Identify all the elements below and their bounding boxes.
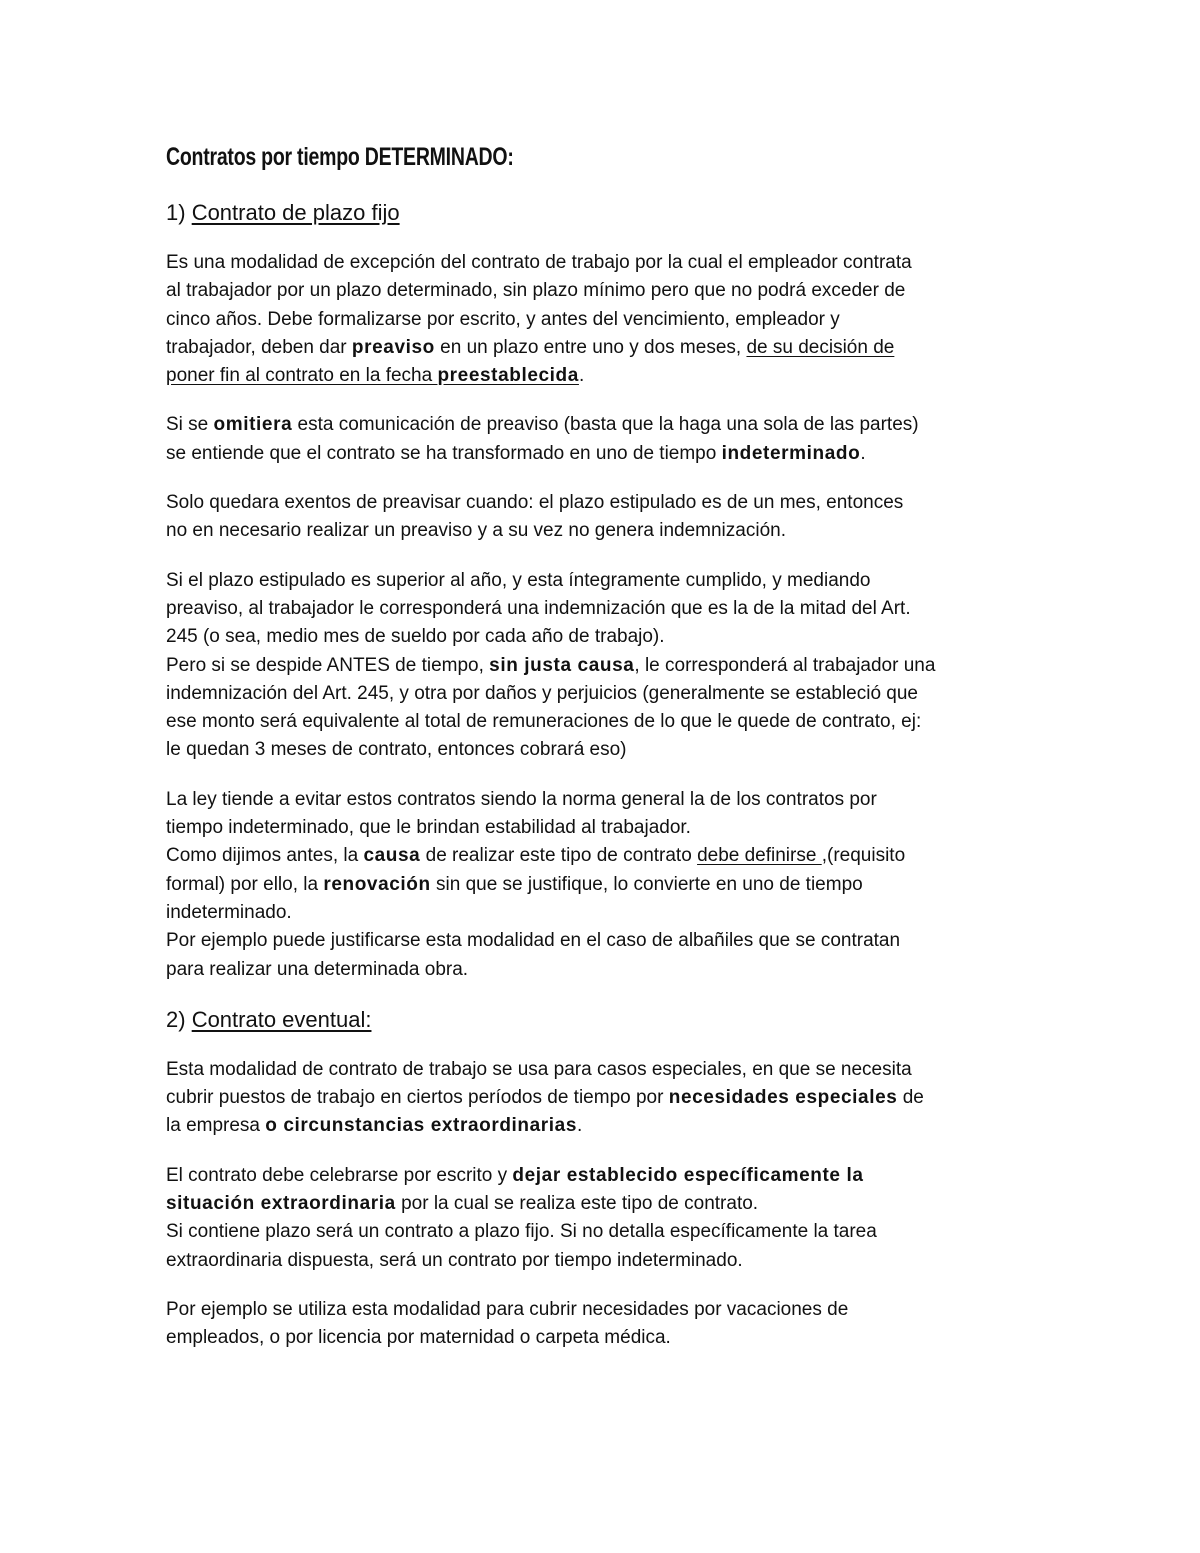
bold-text: necesidades especiales [668,1087,898,1109]
section-heading-eventual [166,1005,1066,1035]
text-line [166,1056,1066,1084]
text-line [166,334,1066,362]
text-line [166,362,1066,390]
text-line [166,277,1066,305]
text-run: tiempo indeterminado, que le brindan estabilidad al trabajador. [166,817,691,839]
text-line [166,489,1066,517]
text-run: Si se [166,414,214,436]
text-run: de [897,1087,924,1109]
bold-text: preaviso [351,336,435,358]
text-line [166,1218,1066,1246]
text-run: Si el plazo estipulado es superior al año, y esta íntegramente cumplido, y mediando [166,569,871,591]
paragraph [166,249,1066,390]
text-line [166,595,1066,623]
text-run: Como dijimos antes, la [166,845,364,867]
text-line [166,1162,1066,1190]
section-title: Contrato eventual: [191,1006,372,1032]
text-line [166,842,1066,870]
text-run: por la cual se realiza este tipo de contrato. [395,1193,759,1215]
text-line [166,440,1066,468]
section-body-eventual [166,1056,1066,1353]
section-title: Contrato de plazo fijo [191,200,400,225]
text-run: Si contiene plazo será un contrato a plazo fijo. Si no detalla específicamente la tarea [166,1221,877,1243]
text-run: ese monto será equivalente al total de remuneraciones de lo que le quede de contrato, ej: [166,711,922,733]
text-line [166,411,1066,439]
underlined-text: poner fin al contrato en la fecha [166,365,438,387]
text-run: Es una modalidad de excepción del contrato de trabajo por la cual el empleador contrata [166,252,912,273]
text-run: Por ejemplo se utiliza esta modalidad para cubrir necesidades por vacaciones de [166,1298,849,1320]
text-line [166,567,1066,595]
text-run: La ley tiende a evitar estos contratos siendo la norma general la de los contratos por [166,788,877,810]
text-run: cinco años. Debe formalizarse por escrito, y antes del vencimiento, empleador y [166,308,840,330]
text-run: se entiende que el contrato se ha transformado en uno de tiempo [166,442,722,464]
bold-text: sin justa causa [489,654,635,676]
text-run: esta comunicación de preaviso (basta que la haga una sola de las partes) [292,414,919,436]
text-run: preaviso, al trabajador le corresponderá una indemnización que es la de la mitad del Art. [166,597,911,619]
text-line [166,956,1066,984]
text-run: no en necesario realizar un preaviso y a su vez no genera indemnización. [166,520,786,542]
text-line [166,899,1066,927]
section-body-plazo-fijo [166,249,1066,984]
text-line [166,306,1066,334]
text-line [166,736,1066,764]
paragraph [166,1056,1066,1141]
paragraph [166,411,1066,468]
text-line [166,680,1066,708]
document-page [166,142,1066,1374]
text-run: le quedan 3 meses de contrato, entonces cobrará eso) [166,739,627,761]
text-run: extraordinaria dispuesta, será un contrato por tiempo indeterminado. [166,1249,743,1271]
text-line [166,871,1066,899]
bold-text: indeterminado [721,442,861,464]
text-run: Solo quedara exentos de preavisar cuando: el plazo estipulado es de un mes, entonces [166,492,904,514]
text-line [166,814,1066,842]
text-run: , le corresponderá al trabajador una [634,654,936,676]
text-run: ,(requisito [821,845,906,867]
text-run: indeterminado. [166,901,292,923]
text-run: en un plazo entre uno y dos meses, [434,336,747,358]
text-run: . [578,365,585,387]
text-run: sin que se justifique, lo convierte en uno de tiempo [430,873,863,895]
section-heading-plazo-fijo [166,198,1066,228]
text-line [166,786,1066,814]
text-line [166,1112,1066,1140]
underlined-text: de su decisión de [746,336,895,358]
bold-text: preestablecida [437,365,579,387]
text-run: cubrir puestos de trabajo en ciertos períodos de tiempo por [166,1087,669,1109]
text-run: indemnización del Art. 245, y otra por daños y perjuicios (generalmente se estableció que [166,682,918,704]
text-run: la empresa [166,1115,266,1137]
bold-text: causa [363,845,421,867]
text-run: 245 (o sea, medio mes de sueldo por cada año de trabajo). [166,626,665,648]
text-run: Por ejemplo puede justificarse esta modalidad en el caso de albañiles que se contratan [166,930,901,952]
text-run: empleados, o por licencia por maternidad o carpeta médica. [166,1327,671,1349]
bold-text: dejar establecido específicamente la [512,1164,864,1186]
text-run: de realizar este tipo de contrato [420,845,698,867]
text-run: Esta modalidad de contrato de trabajo se usa para casos especiales, en que se necesita [166,1058,912,1080]
text-line [166,708,1066,736]
paragraph [166,567,1066,765]
bold-text: omitiera [213,414,293,436]
underlined-text: debe definirse [697,845,822,867]
text-line [166,1296,1066,1324]
text-line [166,1190,1066,1218]
document-title: Contratos por tiempo DETERMINADO: [166,143,514,171]
text-line [166,927,1066,955]
text-line [166,1084,1066,1112]
text-run: El contrato debe celebrarse por escrito y [166,1164,513,1186]
text-run: . [860,442,866,464]
text-line [166,249,1066,277]
text-run: para realizar una determinada obra. [166,958,469,980]
text-run: Pero si se despide ANTES de tiempo, [166,654,490,676]
paragraph [166,786,1066,984]
text-run: . [577,1115,583,1137]
paragraph [166,489,1066,546]
bold-text: o circunstancias extraordinarias [265,1115,577,1137]
bold-text: situación extraordinaria [166,1193,396,1215]
text-line [166,1324,1066,1352]
text-run: trabajador, deben dar [166,336,352,358]
text-line [166,517,1066,545]
text-run: al trabajador por un plazo determinado, sin plazo mínimo pero que no podrá exceder de [166,280,906,302]
section-number: 1) [166,200,192,225]
text-line [166,652,1066,680]
text-run: formal) por ello, la [166,873,324,895]
paragraph [166,1162,1066,1275]
paragraph [166,1296,1066,1353]
text-line [166,623,1066,651]
text-line [166,1247,1066,1275]
section-number: 2) [166,1006,192,1032]
bold-text: renovación [323,873,431,895]
